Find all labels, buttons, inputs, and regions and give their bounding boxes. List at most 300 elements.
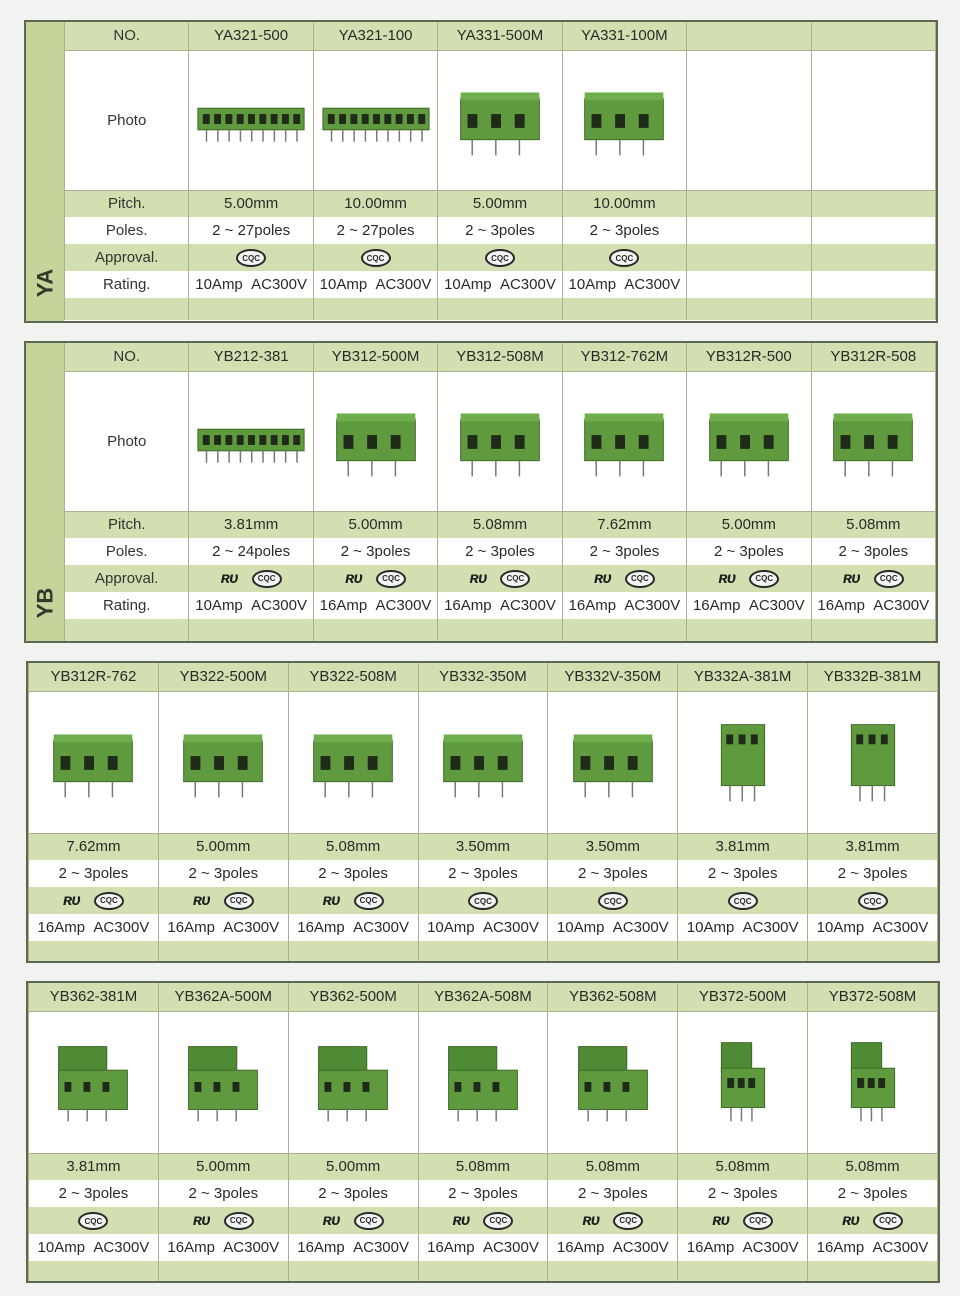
- spacer-cell: [811, 619, 935, 641]
- spec-row-photo: [29, 691, 938, 833]
- series-label: YA: [31, 268, 57, 298]
- spacer-cell: [678, 941, 808, 961]
- pitch-value: 5.00mm: [158, 1153, 288, 1180]
- spacer-cell: [29, 1261, 159, 1281]
- model-number: YB332-350M: [418, 663, 548, 691]
- poles-value: 2 ~ 3poles: [808, 1180, 938, 1207]
- rating-cell: [548, 914, 678, 941]
- volt-rating: AC300V: [223, 1239, 280, 1256]
- volt-rating: AC300V: [612, 919, 669, 936]
- amp-rating: 16Amp: [556, 1239, 605, 1256]
- rating-cell: [158, 1234, 288, 1261]
- row-label-poles: Poles.: [65, 538, 189, 565]
- approval-marks: [345, 570, 406, 588]
- amp-rating: 10Amp: [568, 276, 617, 293]
- poles-value: 2 ~ 3poles: [808, 860, 938, 887]
- rating-cell: [808, 1234, 938, 1261]
- cqc-icon: CQC: [224, 892, 254, 910]
- terminal-block-photo: [814, 381, 932, 501]
- spec-row-no: [65, 22, 936, 50]
- approval-cell: [418, 887, 548, 914]
- approval-cell: [313, 565, 437, 592]
- rating-cell: [288, 914, 418, 941]
- approval-cell: [29, 1207, 159, 1234]
- cqc-icon: CQC: [609, 249, 639, 267]
- model-number: YB332B-381M: [808, 663, 938, 691]
- approval-cell: [313, 244, 437, 271]
- spec-row: [29, 941, 938, 961]
- approval-marks: [470, 570, 531, 588]
- product-photo: [158, 691, 288, 833]
- approval-cell: [562, 565, 686, 592]
- terminal-block-photo: [565, 381, 683, 501]
- poles-value: 2 ~ 3poles: [313, 538, 437, 565]
- pitch-value: [687, 190, 811, 217]
- poles-value: 2 ~ 24poles: [189, 538, 313, 565]
- poles-value: 2 ~ 3poles: [418, 860, 548, 887]
- pitch-value: 5.00mm: [313, 511, 437, 538]
- spacer-cell: [418, 941, 548, 961]
- rating-cell: [313, 592, 437, 619]
- volt-rating: AC300V: [872, 919, 929, 936]
- approval-cell: [438, 565, 562, 592]
- rating-cell: [313, 271, 437, 298]
- rating-cell: [811, 592, 935, 619]
- spec-row-no: [29, 983, 938, 1011]
- poles-value: 2 ~ 3poles: [562, 217, 686, 244]
- product-photo: [313, 371, 437, 511]
- spec-row-pitch: [65, 190, 936, 217]
- product-photo: [687, 371, 811, 511]
- spacer-cell: [189, 298, 313, 320]
- model-number: YB312R-500: [687, 343, 811, 371]
- pitch-value: 3.81mm: [678, 833, 808, 860]
- approval-cell: [189, 565, 313, 592]
- poles-value: 2 ~ 3poles: [438, 538, 562, 565]
- pitch-value: 5.00mm: [687, 511, 811, 538]
- poles-value: 2 ~ 3poles: [29, 1180, 159, 1207]
- spacer-cell: [288, 1261, 418, 1281]
- spacer-cell: [288, 941, 418, 961]
- approval-marks: [598, 892, 628, 910]
- amp-rating: 10Amp: [686, 919, 735, 936]
- spec-row-rating: [29, 1234, 938, 1261]
- spec-row-approval: [65, 244, 936, 271]
- pitch-value: 3.81mm: [29, 1153, 159, 1180]
- rating-cell: [562, 592, 686, 619]
- amp-rating: 16Amp: [444, 597, 492, 614]
- ul-recognized-icon: ʀᴜ: [469, 569, 487, 587]
- spacer-cell: [158, 1261, 288, 1281]
- rating-cell: [418, 1234, 548, 1261]
- rating-cell: [29, 1234, 159, 1261]
- approval-marks: [78, 1212, 108, 1230]
- cqc-icon: CQC: [625, 570, 655, 588]
- cqc-icon: CQC: [873, 1212, 903, 1230]
- product-photo: [189, 371, 313, 511]
- pitch-value: 7.62mm: [562, 511, 686, 538]
- terminal-block-photo: [554, 701, 672, 823]
- poles-value: 2 ~ 27poles: [189, 217, 313, 244]
- model-number: YA331-100M: [562, 22, 686, 50]
- poles-value: 2 ~ 3poles: [158, 860, 288, 887]
- approval-cell: [811, 565, 935, 592]
- spacer-cell: [158, 941, 288, 961]
- spec-row-pitch: [29, 1153, 938, 1180]
- grid2-spec-table: [28, 983, 938, 1281]
- volt-rating: AC300V: [748, 597, 805, 614]
- spacer-cell: [811, 298, 935, 320]
- spec-row-rating: [65, 271, 936, 298]
- spacer-cell: [687, 298, 811, 320]
- ul-recognized-icon: ʀᴜ: [718, 569, 736, 587]
- approval-marks: [323, 892, 384, 910]
- amp-rating: 16Amp: [568, 597, 617, 614]
- approval-marks: [236, 249, 266, 267]
- poles-value: 2 ~ 3poles: [548, 860, 678, 887]
- pitch-value: 10.00mm: [562, 190, 686, 217]
- product-photo: [562, 50, 686, 190]
- pitch-value: 5.00mm: [288, 1153, 418, 1180]
- product-photo: [158, 1011, 288, 1153]
- approval-marks: [361, 249, 391, 267]
- spec-row-no: [29, 663, 938, 691]
- rating-cell: [687, 592, 811, 619]
- spec-row: [29, 1261, 938, 1281]
- model-number: YB362-500M: [288, 983, 418, 1011]
- product-photo: [418, 1011, 548, 1153]
- approval-cell: [678, 887, 808, 914]
- ul-recognized-icon: ʀᴜ: [345, 569, 362, 587]
- poles-value: 2 ~ 3poles: [811, 538, 935, 565]
- model-number: YA321-100: [313, 22, 437, 50]
- amp-rating: 16Amp: [816, 1239, 865, 1256]
- amp-rating: 16Amp: [686, 1239, 735, 1256]
- row-label-rating: Rating.: [65, 271, 189, 298]
- spacer-cell: [687, 619, 811, 641]
- row-label-approval: Approval.: [65, 244, 189, 271]
- spacer-cell: [678, 1261, 808, 1281]
- row-label-pitch: Pitch.: [65, 190, 189, 217]
- model-number: YB212-381: [189, 343, 313, 371]
- poles-value: 2 ~ 3poles: [562, 538, 686, 565]
- pitch-value: 5.08mm: [678, 1153, 808, 1180]
- cqc-icon: CQC: [613, 1212, 643, 1230]
- product-photo: [678, 1011, 808, 1153]
- ul-recognized-icon: ʀᴜ: [220, 569, 238, 587]
- terminal-block-photo: [317, 381, 435, 501]
- spacer-cell: [313, 619, 437, 641]
- spacer-cell: [65, 298, 189, 320]
- ul-recognized-icon: ʀᴜ: [192, 891, 210, 909]
- spacer-cell: [29, 941, 159, 961]
- approval-cell: [687, 565, 811, 592]
- volt-rating: AC300V: [873, 597, 930, 614]
- spec-row-no: [65, 343, 936, 371]
- amp-rating: 16Amp: [167, 919, 215, 936]
- ul-recognized-icon: ʀᴜ: [582, 1211, 600, 1229]
- product-photo: [811, 50, 935, 190]
- rating-cell: [189, 271, 313, 298]
- model-number: YB312-500M: [313, 343, 437, 371]
- cqc-icon: CQC: [500, 570, 530, 588]
- pitch-value: 3.81mm: [189, 511, 313, 538]
- approval-cell: [288, 887, 418, 914]
- rating-cell: [678, 1234, 808, 1261]
- amp-rating: 10Amp: [444, 276, 492, 293]
- pitch-value: 7.62mm: [29, 833, 159, 860]
- spec-row-poles: [65, 538, 936, 565]
- volt-rating: AC300V: [499, 597, 556, 614]
- volt-rating: AC300V: [93, 1239, 150, 1256]
- model-number: YB312-508M: [438, 343, 562, 371]
- product-photo: [811, 371, 935, 511]
- cqc-icon: CQC: [224, 1212, 254, 1230]
- product-photo: [562, 371, 686, 511]
- row-label-approval: Approval.: [65, 565, 189, 592]
- cqc-icon: CQC: [252, 570, 282, 588]
- spec-row-approval: [29, 1207, 938, 1234]
- approval-cell: [189, 244, 313, 271]
- spec-row-rating: [29, 914, 938, 941]
- poles-value: 2 ~ 3poles: [288, 860, 418, 887]
- rating-cell: [808, 914, 938, 941]
- approval-marks: [582, 1212, 643, 1230]
- terminal-block-photo: [441, 381, 559, 501]
- product-photo: [288, 1011, 418, 1153]
- approval-cell: [811, 244, 935, 271]
- terminal-block-photo: [192, 381, 310, 501]
- spacer-cell: [418, 1261, 548, 1281]
- product-grid-1: [26, 661, 940, 963]
- poles-value: 2 ~ 3poles: [438, 217, 562, 244]
- volt-rating: AC300V: [742, 919, 799, 936]
- poles-value: 2 ~ 3poles: [687, 538, 811, 565]
- cqc-icon: CQC: [94, 892, 124, 910]
- terminal-block-photo: [294, 701, 412, 823]
- product-photo: [678, 691, 808, 833]
- approval-marks: [843, 570, 904, 588]
- rating-cell: [158, 914, 288, 941]
- approval-marks: [323, 1212, 384, 1230]
- terminal-block-photo: [294, 1021, 412, 1143]
- spec-row-photo: [65, 371, 936, 511]
- spacer-cell: [562, 298, 686, 320]
- product-photo: [418, 691, 548, 833]
- terminal-block-photo: [192, 60, 310, 180]
- spec-row-photo: [29, 1011, 938, 1153]
- approval-cell: [548, 887, 678, 914]
- terminal-block-photo: [565, 60, 683, 180]
- row-label-photo: Photo: [65, 50, 189, 190]
- poles-value: 2 ~ 3poles: [418, 1180, 548, 1207]
- approval-marks: [485, 249, 515, 267]
- amp-rating: 10Amp: [427, 919, 475, 936]
- spacer-cell: [562, 619, 686, 641]
- poles-value: 2 ~ 3poles: [678, 860, 808, 887]
- approval-cell: [418, 1207, 548, 1234]
- poles-value: 2 ~ 3poles: [678, 1180, 808, 1207]
- volt-rating: AC300V: [482, 919, 539, 936]
- model-number: YB332A-381M: [678, 663, 808, 691]
- approval-marks: [193, 1212, 254, 1230]
- model-number: YB312R-508: [811, 343, 935, 371]
- poles-value: 2 ~ 3poles: [288, 1180, 418, 1207]
- cqc-icon: CQC: [78, 1212, 108, 1230]
- model-number: YB332V-350M: [548, 663, 678, 691]
- rating-cell: [438, 592, 562, 619]
- cqc-icon: CQC: [354, 892, 384, 910]
- terminal-block-photo: [424, 701, 542, 823]
- approval-cell: [808, 887, 938, 914]
- cqc-icon: CQC: [485, 249, 515, 267]
- cqc-icon: CQC: [858, 892, 888, 910]
- amp-rating: 16Amp: [817, 597, 865, 614]
- row-label-photo: Photo: [65, 371, 189, 511]
- approval-marks: [718, 570, 779, 588]
- spec-row-poles: [29, 860, 938, 887]
- poles-value: [687, 217, 811, 244]
- ul-recognized-icon: ʀᴜ: [712, 1211, 730, 1229]
- approval-marks: [453, 1212, 514, 1230]
- spacer-cell: [808, 941, 938, 961]
- spec-row-poles: [65, 217, 936, 244]
- row-label-no: NO.: [65, 22, 189, 50]
- approval-marks: [858, 892, 888, 910]
- terminal-block-photo: [814, 701, 932, 823]
- ya-spec-table: [64, 22, 936, 320]
- amp-rating: 16Amp: [692, 597, 741, 614]
- grid1-spec-table: [28, 663, 938, 961]
- volt-rating: AC300V: [251, 276, 307, 293]
- ul-recognized-icon: ʀᴜ: [62, 891, 80, 909]
- model-number: YB372-508M: [808, 983, 938, 1011]
- volt-rating: AC300V: [624, 276, 681, 293]
- terminal-block-photo: [684, 1021, 802, 1143]
- spec-row-approval: [65, 565, 936, 592]
- approval-marks: [728, 892, 758, 910]
- terminal-block-photo: [164, 701, 282, 823]
- yb-spec-table: [64, 343, 936, 641]
- product-photo: [438, 50, 562, 190]
- pitch-value: 10.00mm: [313, 190, 437, 217]
- spacer-cell: [808, 1261, 938, 1281]
- spacer-cell: [438, 298, 562, 320]
- spec-row-pitch: [29, 833, 938, 860]
- terminal-block-photo: [441, 60, 559, 180]
- ul-recognized-icon: ʀᴜ: [322, 891, 340, 909]
- cqc-icon: CQC: [483, 1212, 513, 1230]
- volt-rating: AC300V: [223, 919, 280, 936]
- model-number: YB362A-500M: [158, 983, 288, 1011]
- model-number: YB312R-762: [29, 663, 159, 691]
- spec-row-poles: [29, 1180, 938, 1207]
- terminal-block-photo: [34, 1021, 152, 1143]
- spacer-cell: [438, 619, 562, 641]
- model-number: YA321-500: [189, 22, 313, 50]
- product-photo: [29, 691, 159, 833]
- pitch-value: 5.08mm: [811, 511, 935, 538]
- terminal-block-photo: [814, 1021, 932, 1143]
- model-number: [811, 22, 935, 50]
- volt-rating: AC300V: [499, 276, 556, 293]
- rating-cell: [418, 914, 548, 941]
- product-photo: [808, 691, 938, 833]
- row-label-no: NO.: [65, 343, 189, 371]
- approval-marks: [712, 1212, 773, 1230]
- product-photo: [313, 50, 437, 190]
- approval-cell: [808, 1207, 938, 1234]
- spacer-cell: [548, 941, 678, 961]
- model-number: YB362-508M: [548, 983, 678, 1011]
- cqc-icon: CQC: [728, 892, 758, 910]
- amp-rating: 10Amp: [319, 276, 368, 293]
- amp-rating: 10Amp: [816, 919, 865, 936]
- amp-rating: 16Amp: [319, 597, 368, 614]
- amp-rating: 10Amp: [195, 276, 243, 293]
- approval-marks: [842, 1212, 903, 1230]
- terminal-block-photo: [554, 1021, 672, 1143]
- rating-cell: [811, 271, 935, 298]
- amp-rating: 16Amp: [167, 1239, 215, 1256]
- approval-cell: [562, 244, 686, 271]
- terminal-block-photo: [34, 701, 152, 823]
- approval-cell: [158, 1207, 288, 1234]
- pitch-value: 5.08mm: [418, 1153, 548, 1180]
- model-number: [687, 22, 811, 50]
- amp-rating: 16Amp: [427, 1239, 475, 1256]
- rating-cell: [438, 271, 562, 298]
- volt-rating: AC300V: [353, 919, 409, 936]
- spacer-cell: [189, 619, 313, 641]
- volt-rating: AC300V: [251, 597, 307, 614]
- approval-cell: [29, 887, 159, 914]
- approval-marks: [594, 570, 655, 588]
- cqc-icon: CQC: [468, 892, 498, 910]
- volt-rating: AC300V: [375, 276, 432, 293]
- terminal-block-photo: [317, 60, 435, 180]
- ul-recognized-icon: ʀᴜ: [192, 1211, 210, 1229]
- spec-row: [65, 619, 936, 641]
- poles-value: 2 ~ 3poles: [158, 1180, 288, 1207]
- approval-marks: [193, 892, 254, 910]
- product-photo: [189, 50, 313, 190]
- amp-rating: 16Amp: [37, 919, 86, 936]
- approval-cell: [687, 244, 811, 271]
- cqc-icon: CQC: [874, 570, 904, 588]
- product-photo: [548, 1011, 678, 1153]
- pitch-value: 5.00mm: [189, 190, 313, 217]
- terminal-block-photo: [424, 1021, 542, 1143]
- model-number: YA331-500M: [438, 22, 562, 50]
- product-photo: [687, 50, 811, 190]
- series-sidebar: [26, 22, 64, 321]
- pitch-value: 5.00mm: [438, 190, 562, 217]
- pitch-value: 5.08mm: [288, 833, 418, 860]
- spacer-cell: [313, 298, 437, 320]
- product-photo: [438, 371, 562, 511]
- ul-recognized-icon: ʀᴜ: [322, 1211, 340, 1229]
- volt-rating: AC300V: [375, 597, 432, 614]
- rating-cell: [288, 1234, 418, 1261]
- terminal-block-photo: [684, 701, 802, 823]
- spacer-cell: [65, 619, 189, 641]
- approval-marks: [609, 249, 639, 267]
- pitch-value: 3.50mm: [548, 833, 678, 860]
- poles-value: 2 ~ 27poles: [313, 217, 437, 244]
- ul-recognized-icon: ʀᴜ: [593, 569, 611, 587]
- poles-value: [811, 217, 935, 244]
